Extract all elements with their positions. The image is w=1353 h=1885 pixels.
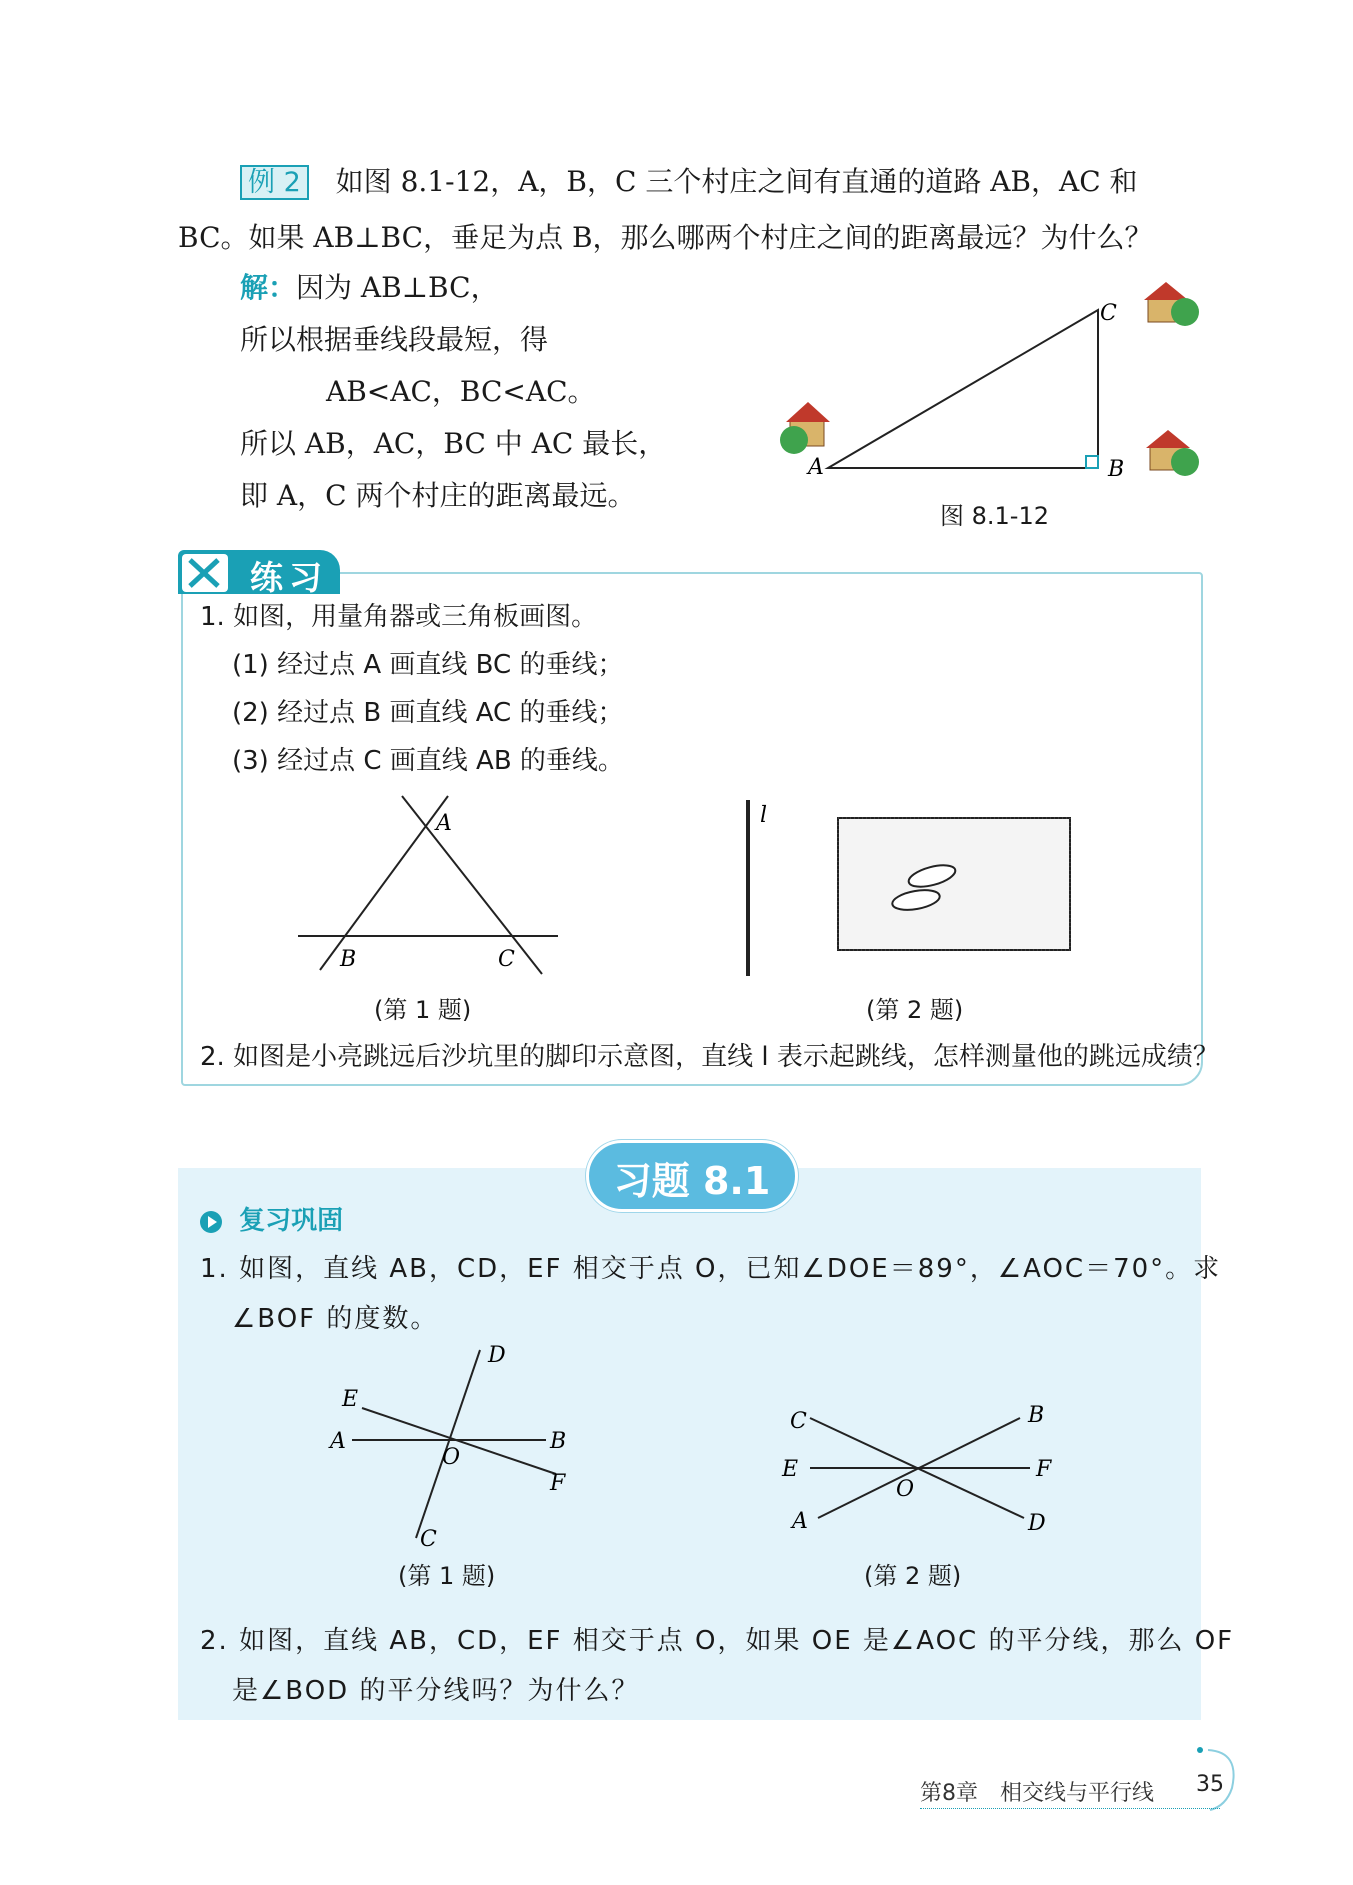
practice-figure-2-caption: (第 2 题): [866, 996, 964, 1024]
exercise-figure-2-caption: (第 2 题): [864, 1562, 962, 1590]
label-d: D: [1028, 1511, 1046, 1536]
exercise-figure-2: [770, 1400, 1070, 1540]
label-d: D: [488, 1343, 506, 1368]
play-icon: [200, 1211, 222, 1233]
solution-line-1: 解：因为 AB⊥BC，: [240, 271, 499, 304]
label-b: B: [550, 1429, 567, 1454]
footer-dotted-line: [920, 1808, 1220, 1809]
label-e: E: [342, 1387, 359, 1412]
exercise-figure-1-caption: (第 1 题): [398, 1562, 496, 1590]
exercise-figure-1: [326, 1340, 586, 1550]
label-a: A: [436, 811, 452, 836]
exercise-q1-line2: ∠BOF 的度数。: [232, 1304, 439, 1334]
practice-figure-1: [290, 790, 570, 980]
pencil-ruler-icon: [182, 554, 228, 592]
exercise-q1-line1: 1. 如图，直线 AB，CD，EF 相交于点 O，已知∠DOE＝89°，∠AOC＝70°。求: [200, 1254, 1222, 1284]
practice-figure-2: [740, 796, 1080, 980]
solution-label: 解：: [240, 271, 297, 304]
house-icon-c: [1144, 282, 1199, 326]
solution-line-5: 即 A，C 两个村庄的距离最远。: [240, 479, 636, 512]
label-c: C: [420, 1527, 437, 1550]
solution-line-2: 所以根据垂线段最短，得: [240, 323, 549, 356]
practice-q1b: (2) 经过点 B 画直线 AC 的垂线；: [232, 698, 624, 728]
label-b: B: [1108, 457, 1125, 480]
label-c: C: [498, 947, 515, 972]
page-number: 35: [1196, 1772, 1224, 1797]
practice-title: 练习: [250, 558, 328, 597]
label-b: B: [340, 947, 357, 972]
exercise-q2-line2: 是∠BOD 的平分线吗？为什么？: [232, 1676, 640, 1706]
label-l: l: [760, 803, 768, 828]
label-e: E: [782, 1457, 799, 1482]
label-f: F: [550, 1471, 566, 1496]
practice-q1c: (3) 经过点 C 画直线 AB 的垂线。: [232, 746, 624, 776]
house-icon-a: [780, 402, 830, 454]
house-icon-b: [1146, 430, 1199, 476]
review-subhead: 复习巩固: [200, 1200, 343, 1237]
figure-8-1-12: [780, 270, 1200, 480]
exercise-q2-line1: 2. 如图，直线 AB，CD，EF 相交于点 O，如果 OE 是∠AOC 的平分线，那么 OF: [200, 1626, 1235, 1656]
label-f: F: [1036, 1457, 1052, 1482]
label-c: C: [1100, 301, 1117, 326]
label-a: A: [808, 455, 824, 480]
exercise-title: 习题 8.1: [613, 1159, 771, 1203]
practice-figure-1-caption: (第 1 题): [374, 996, 472, 1024]
label-a: A: [330, 1429, 346, 1454]
label-o: O: [442, 1445, 461, 1470]
solution-line-3: AB<AC，BC<AC。: [326, 375, 596, 408]
footer-arc-decoration: [1196, 1744, 1246, 1814]
example-line-2: BC。如果 AB⊥BC，垂足为点 B，那么哪两个村庄之间的距离最远？为什么？: [178, 221, 1153, 254]
practice-q1: 1. 如图，用量角器或三角板画图。: [200, 602, 598, 632]
figure-caption-8-1-12: 图 8.1-12: [940, 502, 1049, 530]
label-o: O: [896, 1477, 915, 1502]
example-line-1: [240, 164, 1138, 201]
label-b: B: [1028, 1403, 1045, 1428]
label-a: A: [792, 1509, 808, 1534]
practice-q1a: (1) 经过点 A 画直线 BC 的垂线；: [232, 650, 624, 680]
label-c: C: [790, 1409, 807, 1434]
practice-q2: 2. 如图是小亮跳远后沙坑里的脚印示意图，直线 l 表示起跳线，怎样测量他的跳远成绩？: [200, 1042, 1219, 1072]
solution-line-4: 所以 AB，AC，BC 中 AC 最长，: [240, 427, 667, 460]
chapter-footer: 第8章 相交线与平行线: [920, 1781, 1154, 1806]
example-text-1: 如图 8.1-12，A，B，C 三个村庄之间有直通的道路 AB，AC 和: [335, 165, 1138, 198]
example-tag: 例 2: [240, 165, 309, 200]
